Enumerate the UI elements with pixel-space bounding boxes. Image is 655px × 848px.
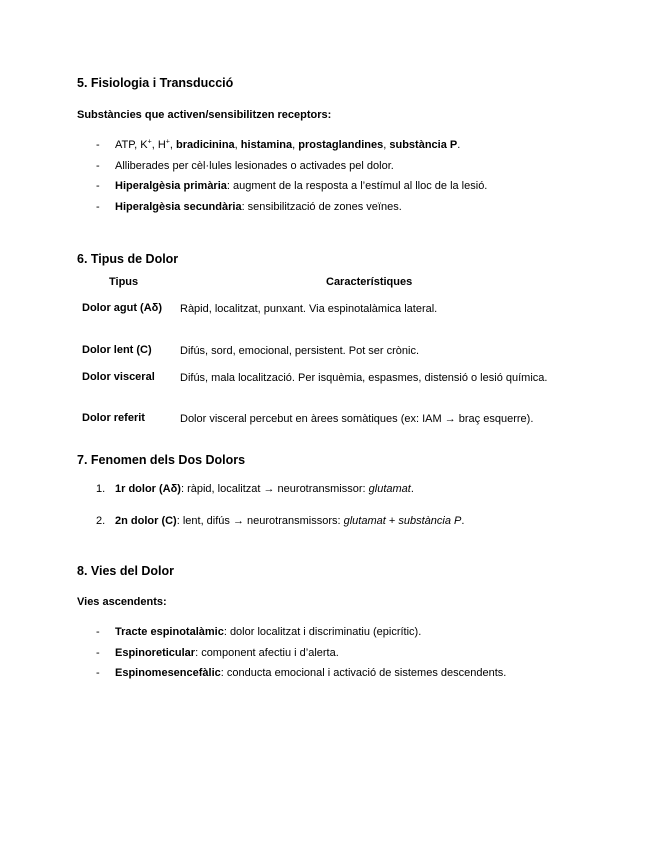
table-cell-type: Dolor referit bbox=[82, 412, 145, 424]
list-item-text: Espinoreticular: component afectiu i d’alerta. bbox=[115, 646, 339, 659]
bullet-dash: - bbox=[96, 139, 100, 151]
section-6-title: 6. Tipus de Dolor bbox=[77, 252, 179, 266]
bullet-dash: - bbox=[96, 200, 100, 213]
bullet-dash: - bbox=[96, 180, 100, 192]
list-item-text: Hiperalgèsia primària: augment de la resposta a l’estímul al lloc de la lesió. bbox=[115, 180, 488, 192]
bullet-dash: - bbox=[96, 159, 100, 172]
list-item-text: Hiperalgèsia secundària: sensibilització de zones veïnes. bbox=[115, 200, 402, 213]
list-item-text: 1r dolor (Aδ): ràpid, localitzat → neurotransmissor: glutamat. bbox=[115, 483, 414, 495]
section-8-title: 8. Vies del Dolor bbox=[77, 564, 175, 578]
table-cell-type: Dolor visceral bbox=[82, 371, 155, 383]
table-cell-description: Difús, mala localització. Per isquèmia, espasmes, distensió o lesió química. bbox=[180, 372, 548, 384]
section-5-subtitle: Substàncies que activen/sensibilitzen receptors: bbox=[77, 109, 332, 121]
bullet-dash: - bbox=[96, 626, 100, 638]
list-item-text: Espinomesencefàlic: conducta emocional i activació de sistemes descendents. bbox=[115, 667, 507, 679]
table-cell-type: Dolor lent (C) bbox=[82, 344, 152, 356]
table-cell-description: Difús, sord, emocional, persistent. Pot ser crònic. bbox=[180, 345, 420, 357]
list-item-text: 2n dolor (C): lent, difús → neurotransmissors: glutamat + substància P. bbox=[115, 515, 465, 527]
table-cell-type: Dolor agut (Aδ) bbox=[82, 302, 162, 314]
section-5-title: 5. Fisiologia i Transducció bbox=[77, 76, 234, 90]
list-item-text: Tracte espinotalàmic: dolor localitzat i discriminatiu (epicrític). bbox=[115, 626, 422, 638]
bullet-dash: - bbox=[96, 646, 100, 659]
section-7-title: 7. Fenomen dels Dos Dolors bbox=[77, 453, 246, 467]
list-item-number: 1. bbox=[96, 483, 106, 495]
table-header-characteristics: Característiques bbox=[326, 276, 413, 288]
list-item-text: ATP, K+, H+, bradicinina, histamina, prostaglandines, substància P. bbox=[115, 138, 461, 151]
bullet-dash: - bbox=[96, 667, 100, 679]
list-item-text: Alliberades per cèl·lules lesionades o activades pel dolor. bbox=[115, 159, 394, 172]
table-header-type: Tipus bbox=[109, 276, 139, 288]
list-item-number: 2. bbox=[96, 515, 106, 527]
section-8-subtitle: Vies ascendents: bbox=[77, 596, 167, 608]
table-cell-description: Ràpid, localitzat, punxant. Via espinotalàmica lateral. bbox=[180, 303, 438, 315]
table-cell-description: Dolor visceral percebut en àrees somàtiques (ex: IAM → braç esquerre). bbox=[180, 413, 534, 425]
